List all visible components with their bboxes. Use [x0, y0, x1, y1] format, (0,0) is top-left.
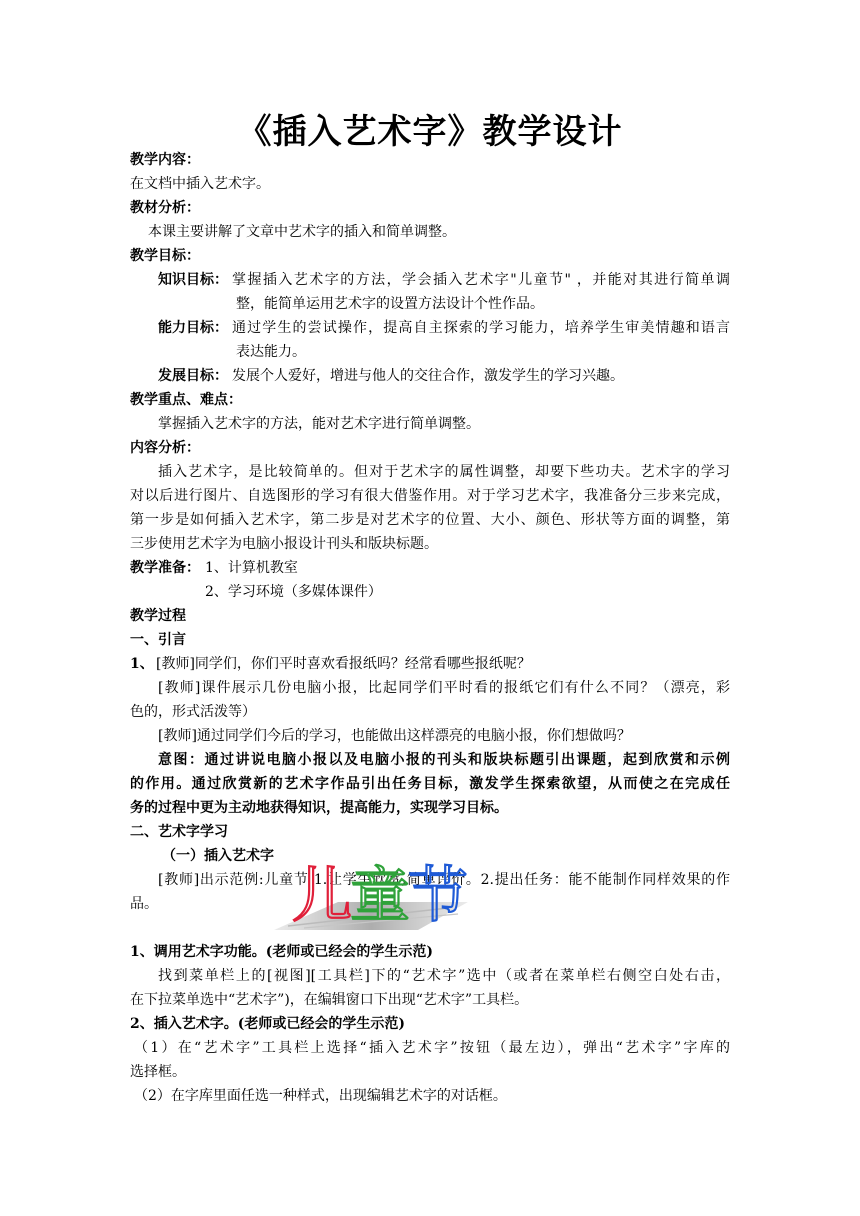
wordart-char-3: 节	[408, 861, 468, 931]
sub-section-1-heading: （一）插入艺术字	[162, 848, 274, 864]
teacher-line-3: [教师]通过同学们今后的学习，也能做出这样漂亮的电脑小报，你们想做吗？	[158, 728, 631, 744]
step-2a-line-1: （1）在“艺术字”工具栏上选择“插入艺术字”按钮（最左边），弹出“艺术字”字库的	[134, 1040, 730, 1056]
step-1-line-2: 在下拉菜单选中“艺术字”)，在编辑窗口下出现“艺术字”工具栏。	[130, 992, 529, 1008]
step-1-heading: 1、调用艺术字功能。(老师或已经会的学生示范)	[130, 944, 433, 960]
development-goal-text: 发展个人爱好，增进与他人的交往合作，激发学生的学习兴趣。	[232, 368, 624, 384]
document-title: 《插入艺术字》教学设计	[237, 112, 623, 152]
demo-line-1: [教师]出示范例:儿童节 1.让学生欣赏,简单评价。2.提出任务：能不能制作同样效果的作	[158, 872, 730, 888]
step-2b-text: （2）在字库里面任选一种样式，出现编辑艺术字的对话框。	[134, 1088, 507, 1104]
content-text: 在文档中插入艺术字。	[130, 176, 270, 192]
content-heading: 教学内容：	[130, 152, 200, 168]
goals-heading: 教学目标：	[130, 248, 200, 264]
teacher-line-2b: 色的，形式活泼等）	[130, 704, 256, 720]
step-2-heading: 2、插入艺术字。(老师或已经会的学生示范)	[130, 1016, 405, 1032]
intro-item-1-number: 1、	[130, 656, 154, 672]
step-1-line-1: 找到菜单栏上的[视图][工具栏]下的“艺术字”选中（或者在菜单栏右侧空白处右击，	[158, 968, 730, 984]
wordart-sample-image	[268, 852, 478, 934]
content-analysis-heading: 内容分析：	[130, 440, 200, 456]
knowledge-goal-line2: 整，能简单运用艺术字的设置方法设计个性作品。	[236, 296, 544, 312]
intent-line-2: 的作用。通过欣赏新的艺术字作品引出任务目标，激发学生探索欲望，从而使之在完成任	[130, 776, 730, 792]
content-analysis-line4: 三步使用艺术字为电脑小报设计刊头和版块标题。	[130, 536, 438, 552]
content-analysis-line2: 对以后进行图片、自选图形的学习有很大借鉴作用。对于学习艺术字，我准备分三步来完成，	[130, 488, 730, 504]
teacher-line-2a: [教师]课件展示几份电脑小报，比起同学们平时看的报纸它们有什么不同？（漂亮，彩	[158, 680, 730, 696]
knowledge-goal-line1: 掌握插入艺术字的方法，学会插入艺术字"儿童节" ，并能对其进行简单调	[232, 272, 730, 288]
wordart-char-2: 童	[350, 861, 410, 931]
knowledge-goal-label: 知识目标：	[158, 272, 228, 288]
demo-line-2: 品。	[130, 896, 158, 912]
preparation-item-2: 2、学习环境（多媒体课件）	[205, 584, 382, 600]
key-points-heading: 教学重点、难点：	[130, 392, 242, 408]
content-analysis-line1: 插入艺术字，是比较简单的。但对于艺术字的属性调整，却要下些功夫。艺术字的学习	[158, 464, 730, 480]
key-points-text: 掌握插入艺术字的方法，能对艺术字进行简单调整。	[158, 416, 480, 432]
intent-line-1: 意图：通过讲说电脑小报以及电脑小报的刊头和版块标题引出课题，起到欣赏和示例	[158, 752, 730, 768]
development-goal-label: 发展目标：	[158, 368, 228, 384]
intro-heading: 一、引言	[130, 632, 186, 648]
analysis-heading: 教材分析：	[130, 200, 200, 216]
step-2a-line-2: 选择框。	[130, 1064, 186, 1080]
ability-goal-line1: 通过学生的尝试操作，提高自主探索的学习能力，培养学生审美情趣和语言	[232, 320, 730, 336]
preparation-heading: 教学准备：	[130, 560, 200, 576]
ability-goal-label: 能力目标：	[158, 320, 228, 336]
art-section-heading: 二、艺术字学习	[130, 824, 228, 840]
analysis-text: 本课主要讲解了文章中艺术字的插入和简单调整。	[148, 224, 456, 240]
ability-goal-line2: 表达能力。	[236, 344, 306, 360]
intro-item-1-text: [教师]同学们，你们平时喜欢看报纸吗？经常看哪些报纸呢？	[156, 656, 531, 672]
intent-line-3: 务的过程中更为主动地获得知识，提高能力，实现学习目标。	[130, 800, 508, 816]
process-heading: 教学过程	[130, 608, 186, 624]
preparation-item-1: 1、计算机教室	[205, 560, 298, 576]
wordart-char-1: 儿	[292, 861, 352, 931]
content-analysis-line3: 第一步是如何插入艺术字，第二步是对艺术字的位置、大小、颜色、形状等方面的调整，第	[130, 512, 730, 528]
